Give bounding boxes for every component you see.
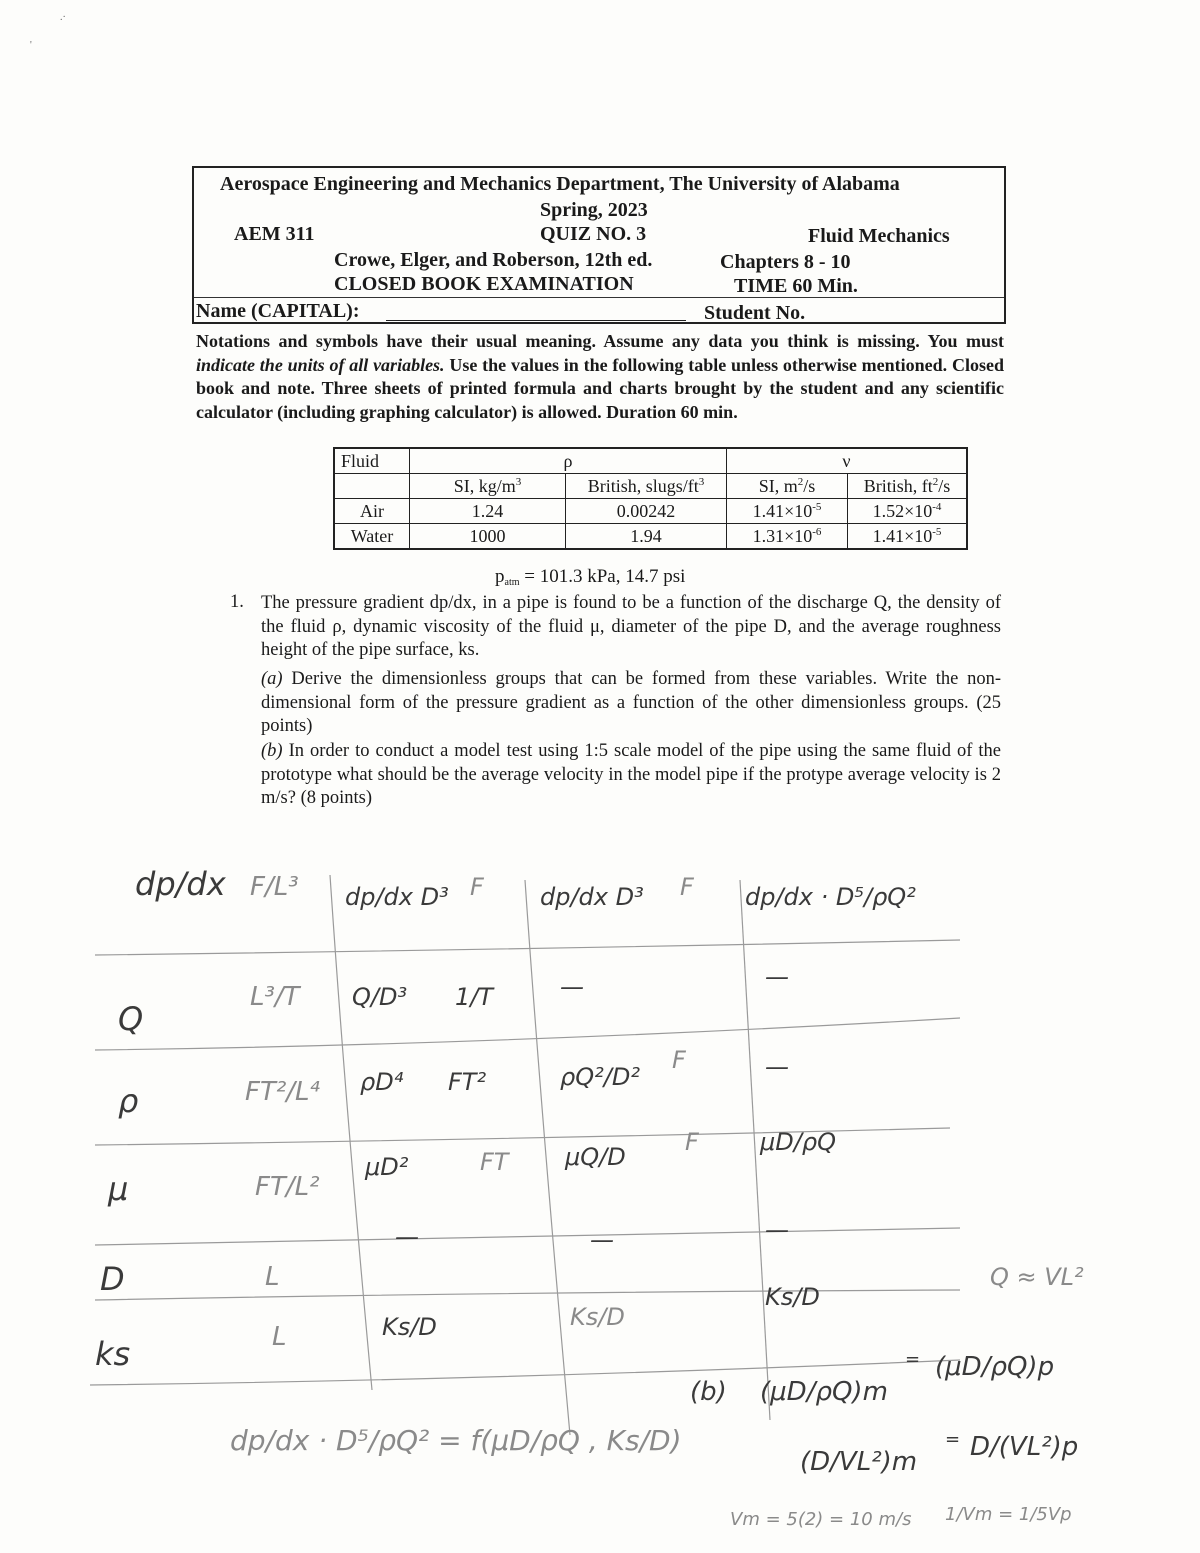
col2-D: — [590,1226,614,1254]
col1-Q: Q/D³ [352,983,408,1011]
part-b-eq2-left: (D/VL²)m [800,1447,918,1477]
student-no-label: Student No. [704,302,806,324]
final-relation: dp/dx · D⁵/ρQ² = f(μD/ρQ , Ks/D) [230,1424,682,1457]
dimension-column [245,872,321,1352]
col3-ks: Ks/D [765,1283,820,1311]
nu-british-value: $1.41\times 10^{-5}$ [848,524,968,550]
rho-british-header: British, slugs/$ft^3$ [566,474,727,499]
part-b-label: (b) [690,1377,727,1407]
col2-ks: Ks/D [570,1303,625,1331]
col3-D: — [765,1216,789,1244]
elimination-column-3 [745,883,916,1311]
variable-column [95,865,227,1373]
part-b-eq1-left: (μD/ρQ)m [760,1377,888,1407]
col1-rho: ρD⁴ [360,1068,404,1096]
question-stem: The pressure gradient dp/dx, in a pipe is found to be a function of the discharge Q, the density of the fluid ρ, dynamic viscosity of the fluid μ, diameter of the pipe D, and the average roughness height of the pipe surface, ks. [261,593,1001,660]
dim-D: L [265,1262,280,1292]
equals-sign: = [945,1429,961,1450]
rho-british-value: 1.94 [566,524,727,550]
discharge-note: Q ≈ VL² [990,1263,1084,1291]
name-label: Name (CAPITAL): [196,300,360,322]
nu-british-header: British, $ft^2/s$ [848,474,968,499]
textbook: Crowe, Elger, and Roberson, 12th ed. [334,249,653,271]
col3-Q: — [765,963,789,991]
nu-si-value: $1.41\times 10^{-5}$ [727,499,848,524]
term: Spring, 2023 [540,199,648,221]
col1-rho-dim: FT² [448,1068,487,1096]
col1-head-dim: F [470,873,484,901]
col2-mu-dim: F [685,1128,699,1156]
elimination-column-2 [540,873,700,1331]
equals-sign: = [905,1349,921,1370]
rho-british-value: 0.00242 [566,499,727,524]
fluid-name: Water [334,524,410,550]
col1-head: dp/dx D³ [345,883,449,911]
col2-mu: μQ/D [565,1143,626,1171]
col1-ks: Ks/D [382,1313,437,1341]
viscosity-header: ν [727,448,968,474]
col2-rho: ρQ²/D² [560,1063,640,1091]
col2-head-dim: F [680,873,694,901]
subject: Fluid Mechanics [808,225,950,247]
nu-si-header: SI, $m^2/s$ [727,474,848,499]
instructions-text-1: Notations and symbols have their usual meaning. Assume any data you think is missing. You must [196,331,1004,351]
fluid-name: Air [334,499,410,524]
var-ks: ks [95,1335,131,1373]
col2-rho-dim: F [672,1046,686,1074]
scan-speck: .· [60,12,66,23]
col1-Q-dim: 1/T [455,983,494,1011]
var-D: D [100,1260,125,1298]
col2-head: dp/dx D³ [540,883,644,911]
rho-si-value: 1.24 [410,499,566,524]
question-number: 1. [230,592,244,612]
dim-ks: L [272,1322,287,1352]
dim-dpdx: F/L³ [250,872,299,902]
nu-si-value: $1.31\times 10^{-6}$ [727,524,848,550]
rho-si-value: 1000 [410,524,566,550]
department-line: Aerospace Engineering and Mechanics Department, The University of Alabama [220,173,900,195]
instructions-emphasis: indicate the units of all variables. [196,354,445,375]
rho-si-header: SI, $kg/m^3$ [410,474,566,499]
chapters: Chapters 8 - 10 [720,251,851,273]
col1-mu-dim: FT [480,1148,509,1176]
fluid-header: Fluid [334,448,410,474]
quiz-number: QUIZ NO. 3 [540,223,647,245]
dim-Q: L³/T [250,982,300,1012]
part-b-eq1-right: (μD/ρQ)p [935,1352,1055,1382]
scan-speck: ' [30,40,32,51]
dim-mu: FT/L² [255,1172,320,1202]
col3-head: dp/dx · D⁵/ρQ² [745,883,916,911]
question-part-b: (b) In order to conduct a model test using 1:5 scale model of the pipe using the same fluid of the prototype what should be the average velocity in the model pipe if the protype average velocity is 2 m/s? (8 points) [261,741,1001,808]
exam-time: TIME 60 Min. [734,275,858,297]
elimination-column-1 [345,873,511,1341]
col1-mu: μD² [365,1153,409,1181]
part-b-eq2-right: D/(VL²)p [970,1432,1079,1462]
part-b-eq3: 1/Vm = 1/5Vp [945,1504,1072,1525]
question-part-a: (a) Derive the dimensionless groups that can be formed from these variables. Write the non-dimensional form of the pressure gradient as a function of the other dimensionless groups. (25 points) [261,669,1001,736]
var-Q: Q [118,1000,144,1038]
var-dpdx: dp/dx [135,865,226,903]
part-b-solution [690,1263,1084,1530]
col1-D: — [395,1223,419,1251]
nu-british-value: $1.52\times 10^{-4}$ [848,499,968,524]
density-header: ρ [410,448,727,474]
exam-type: CLOSED BOOK EXAMINATION [334,273,634,295]
var-rho: ρ [118,1082,139,1120]
course-code: AEM 311 [234,223,315,245]
dim-rho: FT²/L⁴ [245,1077,320,1107]
atmospheric-pressure: $p_{atm} = 101.3$ kPa, 14.7 psi [495,566,686,588]
part-b-result: Vm = 5(2) = 10 m/s [730,1509,912,1530]
instructions-text-2: Use the values in the following table unless otherwise mentioned. Closed book and note. Three sheets of printed formula and charts brought by the student and any scientific calculator (including graphing calculator) is allowed. Duration 60 min. [196,354,1004,422]
col2-Q: — [560,973,584,1001]
col3-mu: μD/ρQ [760,1128,836,1156]
col3-rho: — [765,1053,789,1081]
var-mu: μ [108,1170,129,1208]
